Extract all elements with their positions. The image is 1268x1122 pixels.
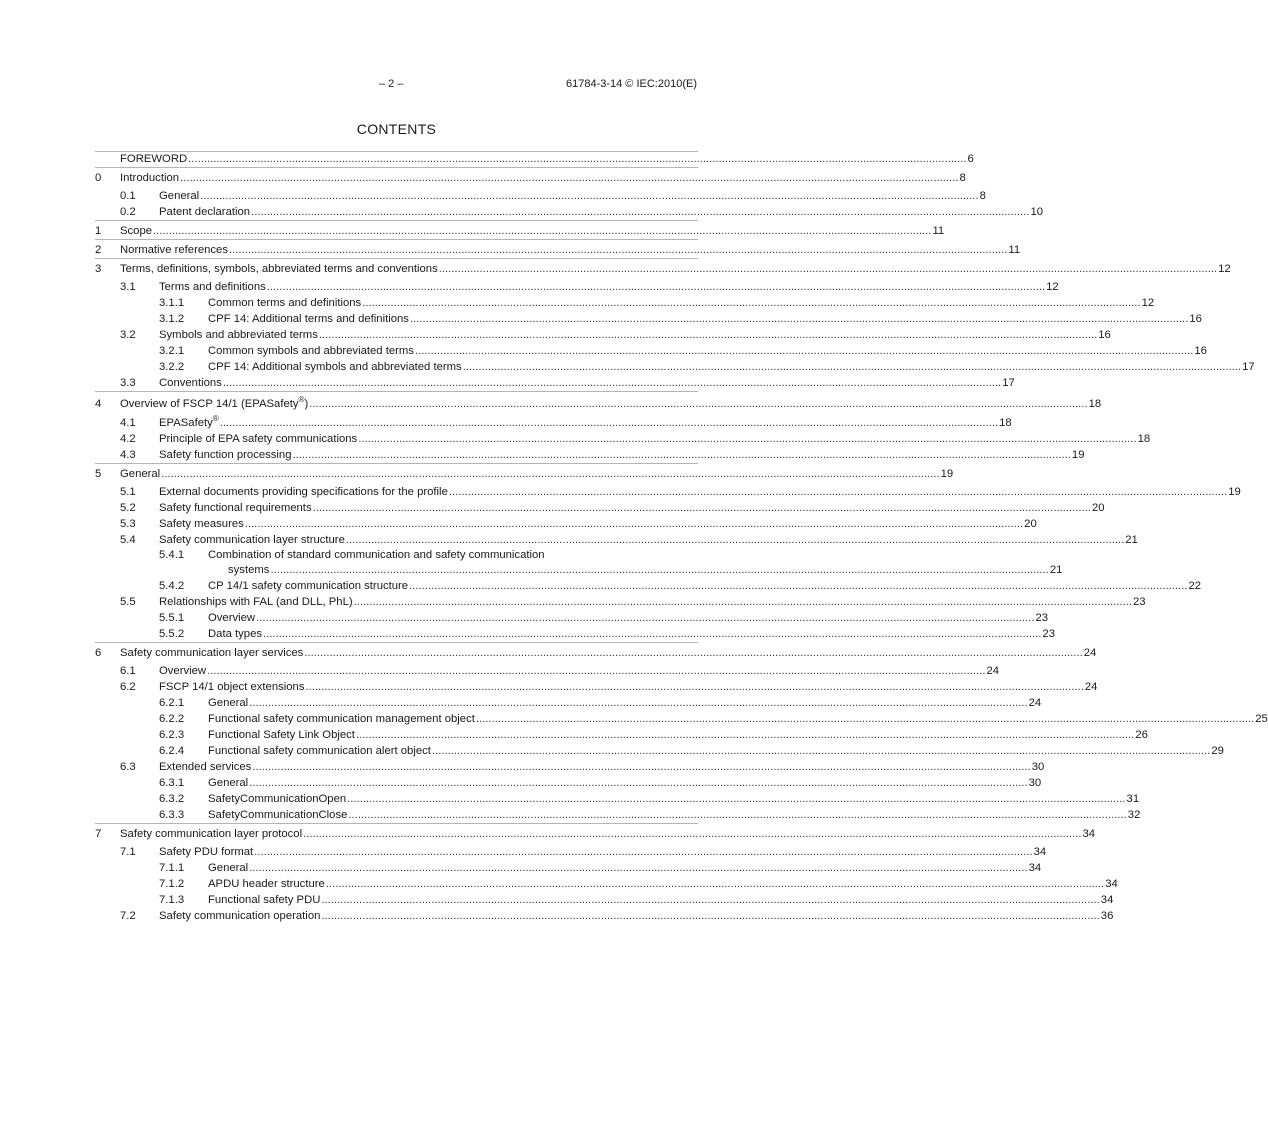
- toc-entry-label: General: [208, 697, 249, 709]
- toc-entry-number: 6.3: [120, 761, 136, 773]
- table-of-contents: [95, 151, 1268, 924]
- toc-entry-page: 17: [1002, 377, 1015, 389]
- toc-entry-number: 4.3: [120, 449, 136, 461]
- toc-leader-dots: [200, 189, 978, 204]
- toc-leader-dots: [348, 808, 1126, 823]
- toc-entry-label: Terms, definitions, symbols, abbreviated terms and conventions: [120, 263, 438, 275]
- toc-entry-page: 24: [1028, 697, 1042, 709]
- toc-leader-dots: [356, 728, 1134, 743]
- toc-entry[interactable]: [95, 327, 1111, 343]
- toc-entry[interactable]: [95, 500, 1105, 516]
- toc-entry-label: CP 14/1 safety communication structure: [208, 580, 409, 592]
- toc-leader-dots: [354, 595, 1132, 610]
- toc-entry[interactable]: [95, 311, 1202, 327]
- toc-entry-page: 34: [1033, 846, 1047, 858]
- toc-entry[interactable]: [95, 463, 954, 482]
- toc-entry-page: 6: [967, 153, 974, 165]
- toc-leader-dots: [409, 579, 1187, 594]
- toc-entry[interactable]: [95, 431, 1151, 447]
- registered-mark: ®: [298, 395, 305, 405]
- toc-entry-label: SafetyCommunicationOpen: [208, 793, 347, 805]
- toc-entry[interactable]: [95, 375, 1015, 391]
- toc-entry-page: 16: [1194, 345, 1207, 357]
- toc-entry-number: 7.2: [120, 910, 136, 922]
- toc-leader-dots: [161, 467, 939, 482]
- toc-entry[interactable]: [95, 548, 1063, 578]
- toc-entry-page: 23: [1035, 612, 1049, 624]
- toc-entry-label: Overview: [159, 665, 207, 677]
- toc-entry-page: 10: [1030, 206, 1044, 218]
- toc-leader-dots: [220, 416, 998, 431]
- toc-leader-dots: [313, 501, 1091, 516]
- toc-entry-label: Safety communication layer structure: [159, 534, 345, 546]
- toc-entry-number: 5: [95, 468, 102, 480]
- toc-leader-dots: [321, 893, 1099, 908]
- toc-entry-page: 36: [1100, 910, 1114, 922]
- toc-entry-number: 6.2: [120, 681, 136, 693]
- toc-entry[interactable]: [95, 642, 1097, 661]
- toc-entry-label: Safety measures: [159, 518, 244, 530]
- toc-entry-number: 4.2: [120, 433, 136, 445]
- toc-entry-page: 24: [986, 665, 1000, 677]
- toc-entry-number: 5.4.2: [159, 580, 185, 592]
- toc-entry[interactable]: [95, 220, 945, 239]
- toc-leader-dots: [347, 792, 1125, 807]
- toc-leader-dots: [153, 224, 931, 239]
- toc-entry[interactable]: [95, 167, 966, 186]
- toc-entry-number: 5.2: [120, 502, 136, 514]
- toc-entry-page: 24: [1084, 681, 1098, 693]
- toc-entry-page: 34: [1028, 862, 1042, 874]
- toc-entry-label: Principle of EPA safety communications: [159, 433, 358, 445]
- toc-entry[interactable]: [95, 277, 1059, 295]
- toc-entry-page: 34: [1100, 894, 1114, 906]
- toc-entry-page: 34: [1082, 828, 1096, 840]
- toc-entry[interactable]: [95, 151, 974, 167]
- toc-entry[interactable]: [95, 823, 1096, 842]
- toc-entry-number: 5.3: [120, 518, 136, 530]
- toc-entry-label: Functional safety communication management object: [208, 713, 475, 725]
- toc-entry[interactable]: [95, 391, 1102, 412]
- toc-entry-label: Functional safety PDU: [208, 894, 321, 906]
- toc-entry-label: Common symbols and abbreviated terms: [208, 345, 414, 357]
- toc-entry-label: Safety PDU format: [159, 846, 254, 858]
- toc-entry-page: 19: [1228, 486, 1241, 498]
- toc-entry-page: 18: [999, 417, 1012, 429]
- toc-entry-number: 3.2: [120, 329, 136, 341]
- toc-leader-dots: [476, 712, 1254, 727]
- toc-leader-dots: [305, 680, 1083, 695]
- toc-leader-dots: [358, 432, 1136, 447]
- toc-entry-number: 5.4.1: [159, 549, 185, 561]
- registered-mark: ®: [212, 414, 219, 424]
- toc-entry-label: Overview: [208, 612, 256, 624]
- toc-entry-number: 3.1.1: [159, 297, 185, 309]
- toc-entry[interactable]: [95, 610, 1049, 626]
- toc-entry-label: General: [120, 468, 161, 480]
- contents-title: CONTENTS: [356, 121, 437, 137]
- toc-entry-number: 0: [95, 172, 102, 184]
- toc-entry-number: 5.4: [120, 534, 136, 546]
- toc-entry[interactable]: [95, 908, 1114, 924]
- toc-leader-dots: [432, 744, 1210, 759]
- toc-entry-page: 23: [1133, 596, 1146, 608]
- toc-entry-page: 30: [1028, 777, 1042, 789]
- toc-entry-label: Conventions: [159, 377, 222, 389]
- toc-leader-dots: [362, 296, 1140, 311]
- toc-entry-number: 5.5.2: [159, 628, 185, 640]
- toc-entry-number: 3.1.2: [159, 313, 185, 325]
- toc-leader-dots: [270, 563, 1048, 578]
- toc-leader-dots: [180, 171, 958, 186]
- toc-entry-label: Safety communication layer protocol: [120, 828, 303, 840]
- toc-entry-number: 3.1: [120, 281, 136, 293]
- toc-entry-page: 18: [1088, 398, 1102, 410]
- toc-entry-label-continued: systems: [228, 564, 270, 576]
- toc-entry-page: 19: [940, 468, 954, 480]
- toc-leader-dots: [249, 861, 1027, 876]
- toc-entry-number: 6.3.3: [159, 809, 185, 821]
- toc-leader-dots: [229, 243, 1007, 258]
- toc-entry-number: 6.3.2: [159, 793, 185, 805]
- toc-entry[interactable]: [95, 876, 1118, 892]
- toc-entry-label: Common terms and definitions: [208, 297, 362, 309]
- toc-entry-label: Safety functional requirements: [159, 502, 312, 514]
- toc-entry-page: 19: [1071, 449, 1085, 461]
- toc-entry[interactable]: [95, 258, 1231, 277]
- toc-entry-label: Functional Safety Link Object: [208, 729, 355, 741]
- toc-leader-dots: [251, 205, 1029, 220]
- toc-entry-label: Functional safety communication alert object: [208, 745, 431, 757]
- toc-entry-number: 0.1: [120, 190, 136, 202]
- toc-entry-number: 4.1: [120, 417, 136, 429]
- toc-entry-number: 3.2.2: [159, 361, 185, 373]
- toc-entry[interactable]: [95, 759, 1045, 775]
- toc-entry-number: 3.2.1: [159, 345, 185, 357]
- toc-entry-label: Safety function processing: [159, 449, 292, 461]
- toc-entry[interactable]: [95, 711, 1268, 727]
- toc-entry-number: 5.5.1: [159, 612, 185, 624]
- toc-entry[interactable]: [95, 679, 1098, 695]
- toc-entry[interactable]: [95, 532, 1138, 548]
- toc-entry-label: Data types: [208, 628, 263, 640]
- toc-entry-label: CPF 14: Additional terms and definitions: [208, 313, 409, 325]
- toc-entry[interactable]: [95, 295, 1155, 311]
- toc-entry-page: 16: [1189, 313, 1202, 325]
- toc-leader-dots: [449, 485, 1227, 500]
- toc-entry-page: 12: [1218, 263, 1231, 275]
- toc-leader-dots: [321, 909, 1099, 924]
- toc-entry-page: 21: [1049, 564, 1063, 576]
- toc-entry[interactable]: [95, 482, 1241, 500]
- toc-leader-dots: [319, 328, 1097, 343]
- toc-entry-number: 3.3: [120, 377, 136, 389]
- toc-entry-number: 6.2.2: [159, 713, 185, 725]
- toc-entry-number: 7.1: [120, 846, 136, 858]
- toc-entry-number: 6.1: [120, 665, 136, 677]
- toc-entry-label: Safety communication layer services: [120, 647, 304, 659]
- toc-entry-label: Normative references: [120, 244, 228, 256]
- toc-entry-label: Overview of FSCP 14/1 (EPASafety®): [120, 395, 309, 410]
- toc-leader-dots: [223, 376, 1001, 391]
- toc-leader-dots: [267, 280, 1045, 295]
- toc-entry-label: Safety communication operation: [159, 910, 321, 922]
- toc-leader-dots: [254, 845, 1032, 860]
- toc-entry[interactable]: [95, 807, 1141, 823]
- toc-entry-page: 8: [979, 190, 986, 202]
- toc-entry[interactable]: [95, 343, 1207, 359]
- toc-entry-label: Scope: [120, 225, 153, 237]
- toc-entry-label: Symbols and abbreviated terms: [159, 329, 318, 341]
- toc-entry-number: 6.2.1: [159, 697, 185, 709]
- toc-entry[interactable]: [95, 594, 1146, 610]
- toc-entry-page: 11: [932, 225, 945, 237]
- page-number: – 2 –: [379, 78, 404, 90]
- toc-entry-page: 18: [1137, 433, 1151, 445]
- toc-entry-label: FSCP 14/1 object extensions: [159, 681, 305, 693]
- toc-leader-dots: [188, 152, 966, 167]
- toc-entry-label: External documents providing specifications for the profile: [159, 486, 448, 498]
- toc-entry-label: EPASafety®: [159, 414, 219, 429]
- toc-leader-dots: [303, 827, 1081, 842]
- toc-entry[interactable]: [95, 359, 1255, 375]
- toc-entry-page: 22: [1188, 580, 1202, 592]
- toc-entry-label: Patent declaration: [159, 206, 251, 218]
- toc-entry-number: 3: [95, 263, 102, 275]
- toc-entry-number: 7.1.3: [159, 894, 185, 906]
- toc-entry-label: CPF 14: Additional symbols and abbreviated terms: [208, 361, 462, 373]
- toc-entry[interactable]: [95, 791, 1140, 807]
- toc-entry[interactable]: [95, 775, 1042, 791]
- toc-entry[interactable]: [95, 743, 1224, 759]
- toc-entry[interactable]: [95, 727, 1148, 743]
- toc-entry-number: 7: [95, 828, 102, 840]
- toc-leader-dots: [245, 517, 1023, 532]
- toc-entry-number: 7.1.1: [159, 862, 185, 874]
- toc-entry-number: 4: [95, 398, 102, 410]
- toc-entry-page: 11: [1008, 244, 1021, 256]
- toc-entry-page: 32: [1127, 809, 1141, 821]
- toc-entry-number: 7.1.2: [159, 878, 185, 890]
- toc-entry-label: General: [208, 862, 249, 874]
- toc-entry-page: 23: [1042, 628, 1055, 640]
- toc-entry[interactable]: [95, 892, 1114, 908]
- toc-leader-dots: [439, 262, 1217, 277]
- toc-entry-label: Terms and definitions: [159, 281, 266, 293]
- toc-entry-page: 30: [1031, 761, 1045, 773]
- toc-entry-number: 6.2.3: [159, 729, 185, 741]
- toc-leader-dots: [252, 760, 1030, 775]
- toc-entry[interactable]: [95, 842, 1047, 860]
- toc-entry-label: FOREWORD: [120, 153, 188, 165]
- toc-leader-dots: [249, 776, 1027, 791]
- toc-entry[interactable]: [95, 516, 1037, 532]
- toc-entry-number: 6.2.4: [159, 745, 185, 757]
- toc-entry[interactable]: [95, 412, 1012, 431]
- toc-leader-dots: [415, 344, 1193, 359]
- toc-leader-dots: [207, 664, 985, 679]
- toc-entry-label: SafetyCommunicationClose: [208, 809, 348, 821]
- toc-leader-dots: [326, 877, 1104, 892]
- toc-entry-number: 6.3.1: [159, 777, 185, 789]
- toc-leader-dots: [304, 646, 1082, 661]
- toc-entry-number: 6: [95, 647, 102, 659]
- toc-entry-number: 5.5: [120, 596, 136, 608]
- toc-entry[interactable]: [95, 447, 1085, 463]
- toc-entry-page: 12: [1141, 297, 1155, 309]
- toc-entry-number: 0.2: [120, 206, 136, 218]
- toc-entry-number: 1: [95, 225, 102, 237]
- toc-leader-dots: [309, 397, 1087, 412]
- toc-entry-label: General: [159, 190, 200, 202]
- toc-entry-page: 20: [1024, 518, 1037, 530]
- toc-leader-dots: [249, 696, 1027, 711]
- toc-entry-number: 2: [95, 244, 102, 256]
- toc-leader-dots: [410, 312, 1188, 327]
- toc-entry-label: Extended services: [159, 761, 252, 773]
- toc-entry-label: Combination of standard communication and safety communication: [208, 549, 545, 561]
- toc-entry-label: General: [208, 777, 249, 789]
- toc-entry-label: APDU header structure: [208, 878, 325, 890]
- toc-entry-number: 5.1: [120, 486, 136, 498]
- toc-entry-page: 34: [1105, 878, 1118, 890]
- toc-entry[interactable]: [95, 695, 1042, 711]
- toc-leader-dots: [263, 627, 1041, 642]
- toc-entry-page: 12: [1046, 281, 1059, 293]
- toc-entry-page: 16: [1098, 329, 1111, 341]
- toc-entry[interactable]: [95, 661, 1000, 679]
- toc-entry-page: 21: [1125, 534, 1138, 546]
- toc-leader-dots: [256, 611, 1034, 626]
- toc-entry[interactable]: [95, 626, 1055, 642]
- toc-entry-page: 31: [1126, 793, 1140, 805]
- toc-leader-dots: [463, 360, 1241, 375]
- toc-entry-page: 8: [959, 172, 966, 184]
- toc-entry[interactable]: [95, 578, 1202, 594]
- toc-entry-page: 20: [1091, 502, 1105, 514]
- toc-entry-label: Introduction: [120, 172, 180, 184]
- toc-entry[interactable]: [95, 860, 1042, 876]
- toc-entry[interactable]: [95, 204, 1044, 220]
- toc-leader-dots: [293, 448, 1071, 463]
- page-header: [0, 78, 793, 94]
- toc-entry[interactable]: [95, 186, 986, 204]
- toc-entry[interactable]: [95, 239, 1021, 258]
- toc-entry-page: 17: [1242, 361, 1255, 373]
- document-reference: 61784-3-14 © IEC:2010(E): [565, 78, 697, 90]
- toc-entry-page: 24: [1083, 647, 1097, 659]
- toc-entry-page: 26: [1135, 729, 1148, 741]
- toc-entry-page: 25: [1255, 713, 1268, 725]
- toc-entry-page: 29: [1211, 745, 1224, 757]
- toc-leader-dots: [346, 533, 1124, 548]
- toc-entry-label: Relationships with FAL (and DLL, PhL): [159, 596, 353, 608]
